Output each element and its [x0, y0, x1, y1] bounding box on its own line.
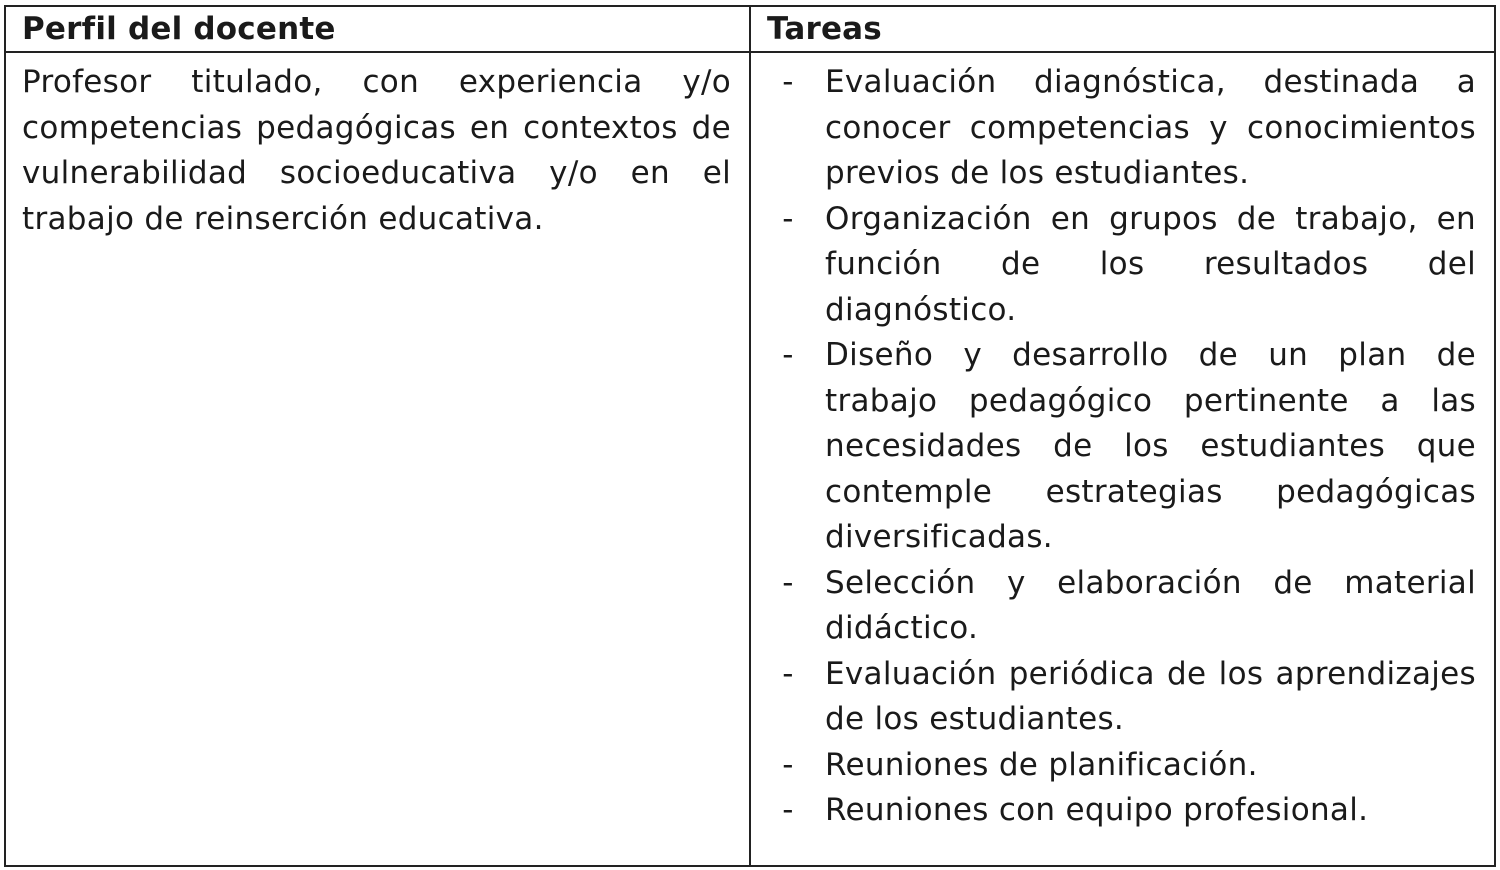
bullet-dash: -: [782, 337, 794, 373]
tasks-cell: [750, 52, 1495, 866]
task-text: Organización en grupos de trabajo, en función de los resultados del diagnóstico.: [825, 200, 1476, 328]
list-item: [773, 333, 1476, 561]
table-header-row: [5, 6, 1495, 52]
bullet-dash: -: [782, 655, 794, 692]
task-text: Selección y elaboración de material didáctico.: [825, 564, 1476, 646]
list-item: [773, 743, 1476, 789]
table-body-row: [5, 52, 1495, 866]
list-item: [773, 652, 1476, 743]
header-perfil-del-docente: Perfil del docente: [5, 6, 750, 52]
task-text: Reuniones con equipo profesional.: [825, 792, 1369, 828]
task-text: Evaluación periódica de los aprendizajes de los estudiantes.: [825, 655, 1476, 737]
bullet-dash: -: [782, 792, 794, 828]
list-item: [773, 197, 1476, 334]
task-text: Diseño y desarrollo de un plan de trabajo pedagógico pertinente a las necesidades de los estudiantes que contemple estrategias pedagógicas diversificadas.: [825, 337, 1476, 555]
list-item: [773, 788, 1476, 834]
bullet-dash: -: [782, 200, 794, 237]
task-list: [773, 60, 1476, 834]
header-tareas: Tareas: [750, 6, 1495, 52]
task-text: Evaluación diagnóstica, destinada a conocer competencias y conocimientos previos de los estudiantes.: [825, 64, 1476, 191]
profile-cell: [5, 52, 750, 866]
bullet-dash: -: [782, 746, 794, 783]
task-text: Reuniones de planificación.: [825, 746, 1258, 783]
list-item: [773, 561, 1476, 652]
profile-tasks-table: [4, 5, 1496, 867]
bullet-dash: -: [782, 564, 794, 601]
list-item: [773, 60, 1476, 197]
profile-text: Profesor titulado, con experiencia y/o competencias pedagógicas en contextos de vulnerabilidad socioeducativa y/o en el trabajo de reinserción educativa.: [22, 64, 731, 237]
bullet-dash: -: [782, 64, 794, 100]
